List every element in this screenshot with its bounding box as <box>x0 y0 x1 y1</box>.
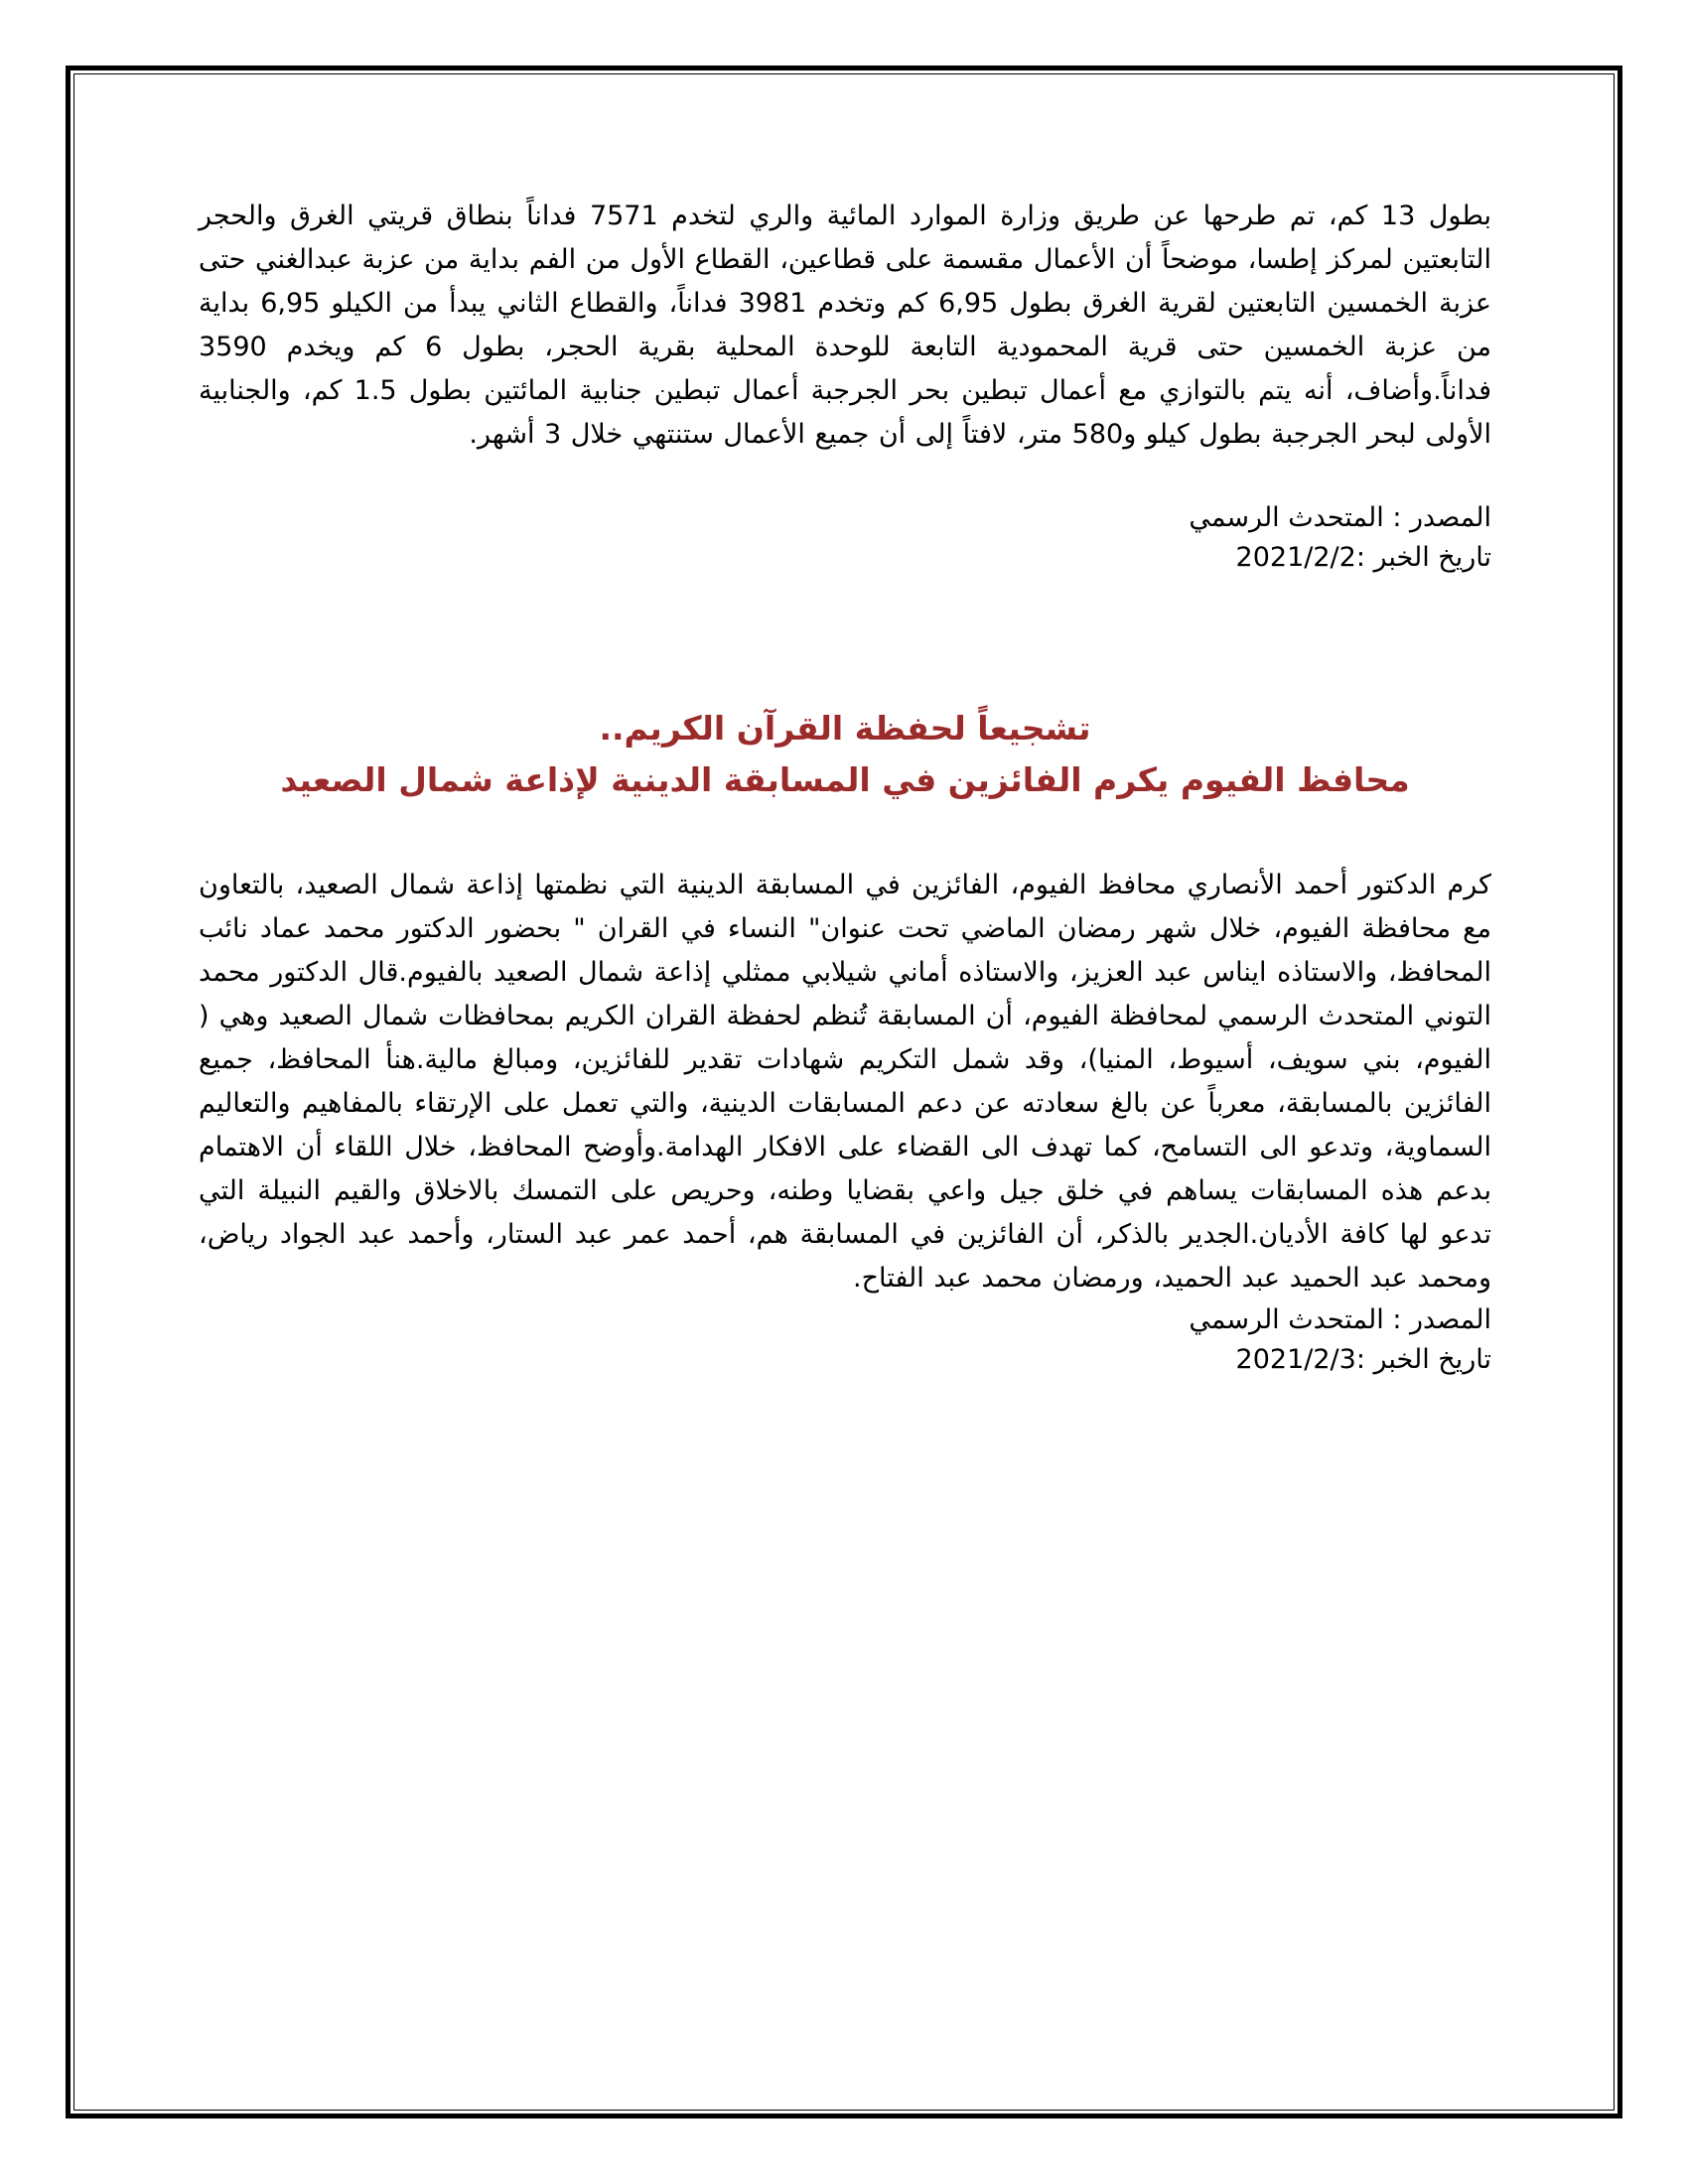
article-2-headline-line-1: تشجيعاً لحفظة القرآن الكريم.. <box>599 709 1091 748</box>
article-1-date-label: تاريخ الخبر : <box>1355 542 1491 573</box>
article-2 <box>199 703 1491 1380</box>
article-1-body: بطول 13 كم، تم طرحها عن طريق وزارة الموارد المائية والري لتخدم 7571 فداناً بنطاق قريتي الغرق والحجر التابعتين لمركز إطسا، موضحاً أن الأعمال مقسمة على قطاعين، القطاع الأول من الفم بداية من عزبة عبدالغني حتى عزبة الخمسين التابعتين لقرية الغرق بطول 6,95 كم وتخدم 3981 فداناً، والقطاع الثاني يبدأ من الكيلو 6,95 بداية من عزبة الخمسين حتى قرية المحمودية التابعة للوحدة المحلية بقرية الحجر، بطول 6 كم ويخدم 3590 فداناً.وأضاف، أنه يتم بالتوازي مع أعمال تبطين بحر الجرجبة أعمال تبطين جنابية المائتين بطول 1.5 كم، والجنابية الأولى لبحر الجرجبة بطول كيلو و580 متر، لافتاً إلى أن جميع الأعمال ستنتهي خلال 3 أشهر. <box>199 201 1492 450</box>
article-2-body: كرم الدكتور أحمد الأنصاري محافظ الفيوم، الفائزين في المسابقة الدينية التي نظمتها إذاعة شمال الصعيد، بالتعاون مع محافظة الفيوم، خلال شهر رمضان الماضي تحت عنوان" النساء في القران " بحضور الدكتور محمد عماد نائب المحافظ، والاستاذه ايناس عبد العزيز، والاستاذه أماني شيلابي ممثلي إذاعة شمال الصعيد بالفيوم.قال الدكتور محمد التوني المتحدث الرسمي لمحافظة الفيوم، أن المسابقة تُنظم لحفظة القران الكريم بمحافظات شمال الصعيد وهي ( الفيوم، بني سويف، أسيوط، المنيا)، وقد شمل التكريم شهادات تقدير للفائزين، ومبالغ مالية.هنأ المحافظ، جميع الفائزين بالمسابقة، معرباً عن بالغ سعادته عن دعم المسابقات الدينية، والتي تعمل على الإرتقاء بالمفاهيم والتعاليم السماوية، وتدعو الى التسامح، كما تهدف الى القضاء على الافكار الهدامة.وأوضح المحافظ، خلال اللقاء أن الاهتمام بدعم هذه المسابقات يساهم في خلق جيل واعي بقضايا وطنه، وحريص على التمسك بالاخلاق والقيم النبيلة التي تدعو لها كافة الأديان.الجدير بالذكر، أن الفائزين في المسابقة هم، أحمد عمر عبد الستار، وأحمد عبد الجواد رياض، ومحمد عبد الحميد عبد الحميد، ورمضان محمد عبد الفتاح. <box>199 870 1491 1294</box>
article-1-date-value: 2021/2/2 <box>1235 542 1356 573</box>
article-2-source: المصدر : المتحدث الرسمي <box>1189 1304 1491 1335</box>
article-2-headline-line-2: محافظ الفيوم يكرم الفائزين في المسابقة الدينية لإذاعة شمال الصعيد <box>280 760 1410 799</box>
page-content <box>199 195 1491 1380</box>
article-2-date-value: 2021/2/3 <box>1235 1344 1356 1375</box>
article-1-source: المصدر : المتحدث الرسمي <box>1189 502 1491 533</box>
article-1-date <box>199 538 1491 578</box>
article-2-date <box>199 1340 1491 1380</box>
article-2-headline <box>199 703 1491 806</box>
article-1 <box>199 195 1491 578</box>
article-2-date-label: تاريخ الخبر : <box>1355 1344 1491 1375</box>
